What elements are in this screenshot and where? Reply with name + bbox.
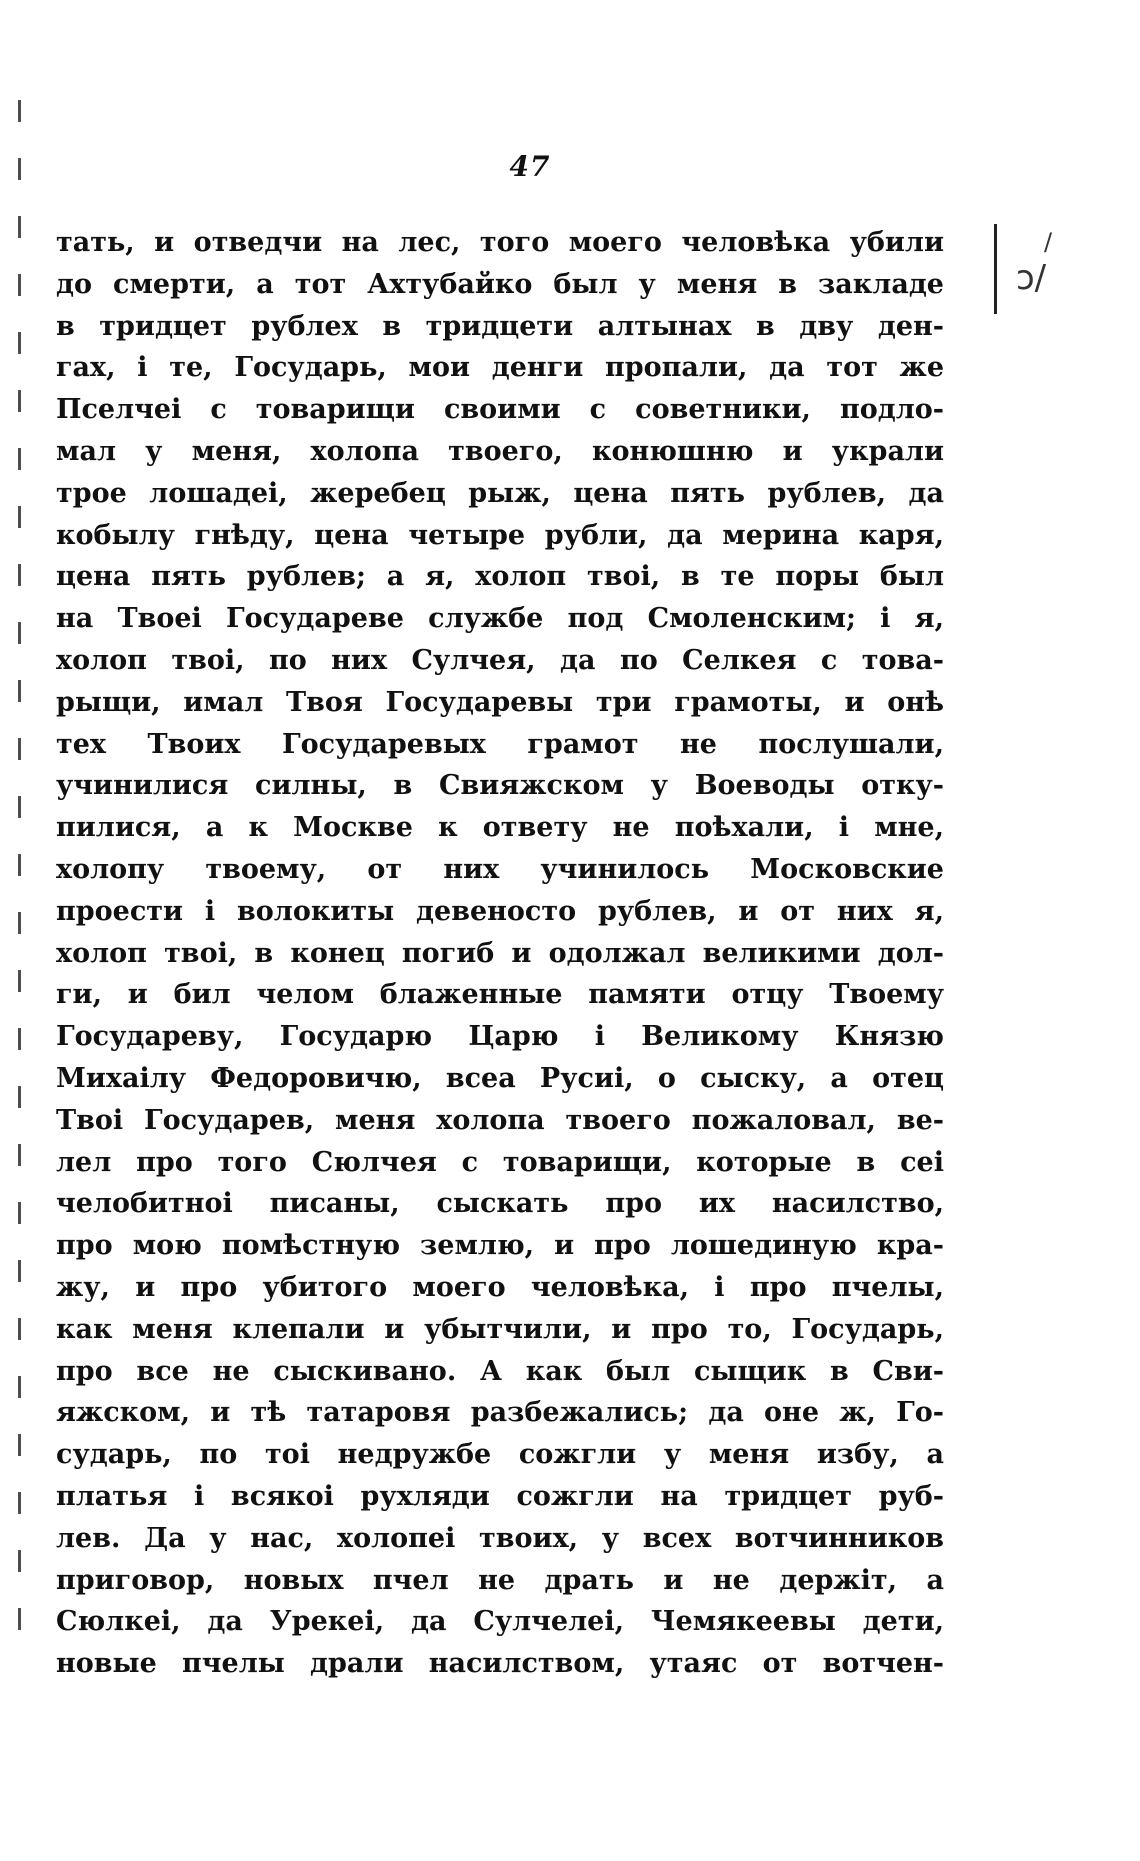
text-line: пилися, а к Москве к ответу не поѣхали, і мне, <box>56 812 944 844</box>
text-line: сударь, по тоі недружбе сожгли у меня избу, а <box>56 1439 944 1471</box>
text-line: Пселчеі с товарищи своими с советники, подло- <box>56 394 944 426</box>
text-line: цена пять рублев; а я, холоп твоі, в те поры был <box>56 561 944 593</box>
text-line: проести і волокиты девеносто рублев, и от них я, <box>56 895 944 927</box>
text-line: челобитноі писаны, сыскать про их насилство, <box>56 1188 944 1220</box>
text-line: тех Твоих Государевых грамот не послушали, <box>56 728 944 760</box>
text-line: приговор, новых пчел не драть и не держіт, а <box>56 1564 944 1596</box>
text-line: Государеву, Государю Царю і Великому Князю <box>56 1021 944 1053</box>
text-line: холоп твоі, по них Сулчея, да по Селкея с това- <box>56 644 944 676</box>
text-line: как меня клепали и убытчили, и про то, Государь, <box>56 1313 944 1345</box>
text-line: платья і всякоі рухляди сожгли на тридцет руб- <box>56 1480 944 1512</box>
text-line: про мою помѣстную землю, и про лошединую кра- <box>56 1230 944 1262</box>
text-line: новые пчелы драли насилством, утаяс от вотчен- <box>56 1648 944 1680</box>
text-line: тать, и отведчи на лес, того моего человѣка убили <box>56 227 944 258</box>
marginal-note-1: ɔ/ <box>1016 258 1047 298</box>
page-number: 47 <box>509 150 551 183</box>
text-line: лев. Да у нас, холопеі твоих, у всех вотчинников <box>56 1522 944 1554</box>
text-line: жу, и про убитого моего человѣка, і про пчелы, <box>56 1271 944 1303</box>
text-line: учинилися силны, в Свияжском у Воеводы отку- <box>56 770 944 802</box>
left-margin-rule <box>18 100 21 1660</box>
text-line: до смерти, а тот Ахтубайко был у меня в закладе <box>56 268 944 300</box>
text-line: Михаілу Федоровичю, всеа Русиі, о сыску, а отец <box>56 1062 944 1094</box>
text-line: лел про того Сюлчея с товарищи, которые в сеі <box>56 1146 944 1178</box>
text-line: Твоі Государев, меня холопа твоего пожаловал, ве- <box>56 1104 944 1136</box>
right-margin-bar <box>994 224 997 314</box>
body-text <box>56 222 944 1685</box>
text-line: про все не сыскивано. А как был сыщик в Сви- <box>56 1355 944 1387</box>
text-line: кобылу гнѣду, цена четыре рубли, да мерина каря, <box>56 519 944 551</box>
text-line: в тридцет рублех в тридцети алтынах в дву ден- <box>56 310 944 342</box>
text-line: ги, и бил челом блаженные памяти отцу Твоему <box>56 979 944 1011</box>
text-line: яжском, и тѣ татаровя разбежались; да оне ж, Го- <box>56 1397 944 1429</box>
text-line: мал у меня, холопа твоего, конюшню и украли <box>56 435 944 467</box>
text-line: на Твоеі Государеве службе под Смоленским; і я, <box>56 603 944 635</box>
text-line: трое лошадеі, жеребец рыж, цена пять рублев, да <box>56 477 944 509</box>
marginal-note-2: / <box>1044 228 1053 256</box>
text-line: рыщи, имал Твоя Государевы три грамоты, и онѣ <box>56 686 944 718</box>
text-line: холоп твоі, в конец погиб и одолжал великими дол- <box>56 937 944 969</box>
text-line: гах, і те, Государь, мои денги пропали, да тот же <box>56 352 944 384</box>
text-line: Сюлкеі, да Урекеі, да Сулчелеі, Чемякеевы дети, <box>56 1606 944 1638</box>
text-line: холопу твоему, от них учинилось Московские <box>56 853 944 885</box>
